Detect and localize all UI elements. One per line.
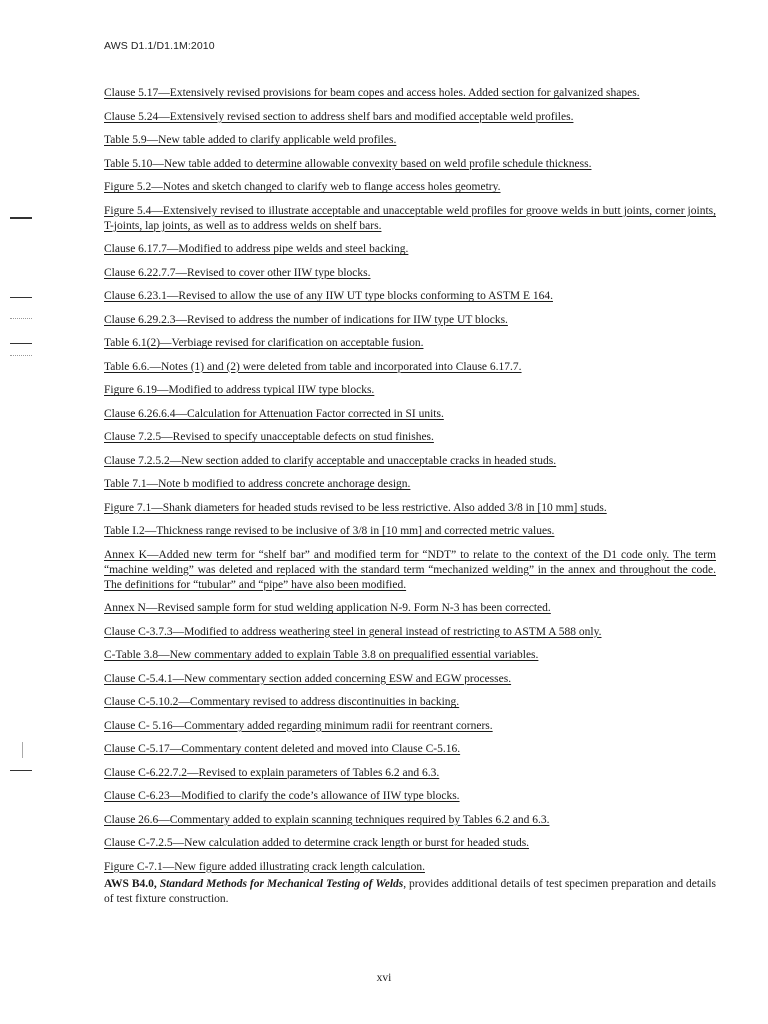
revision-entry: Clause C- 5.16—Commentary added regarding minimum radii for reentrant corners.: [104, 719, 493, 732]
revision-entry: Table 7.1—Note b modified to address concrete anchorage design.: [104, 478, 411, 490]
revision-entry: Clause C-3.7.3—Modified to address weathering steel in general instead of restricting to ASTM A 588 only.: [104, 625, 602, 638]
revision-entry: Figure 7.1—Shank diameters for headed studs revised to be less restrictive. Also added 3/8 in [10 mm] studs.: [104, 501, 607, 514]
reference-designation: AWS B4.0,: [104, 877, 157, 890]
revision-entry: Clause 6.26.6.4—Calculation for Attenuation Factor corrected in SI units.: [104, 407, 444, 420]
change-bar: [10, 297, 32, 298]
revision-entry: Clause 7.2.5.2—New section added to clarify acceptable and unacceptable cracks in headed studs.: [104, 454, 557, 467]
revision-entry: Annex N—Revised sample form for stud welding application N-9. Form N-3 has been corrected.: [104, 602, 551, 614]
revision-entry: Clause C-5.10.2—Commentary revised to address discontinuities in backing.: [104, 696, 460, 708]
revision-entry: C-Table 3.8—New commentary added to explain Table 3.8 on prequalified essential variables.: [104, 649, 539, 661]
revision-entry: Table 5.10—New table added to determine allowable convexity based on weld profile schedule thickness.: [104, 157, 592, 170]
revision-entry: Figure C-7.1—New figure added illustrating crack length calculation.: [104, 860, 425, 873]
margin-tick: [22, 742, 23, 758]
change-bar: [10, 217, 32, 219]
revision-list: [104, 86, 716, 907]
revision-entry: Table 6.1(2)—Verbiage revised for clarification on acceptable fusion.: [104, 337, 424, 349]
revision-entry: Clause 7.2.5—Revised to specify unacceptable defects on stud finishes.: [104, 431, 434, 443]
revision-entry: Figure 5.2—Notes and sketch changed to clarify web to flange access holes geometry.: [104, 181, 501, 193]
revision-entry: Clause 5.24—Extensively revised section to address shelf bars and modified acceptable weld profiles.: [104, 110, 574, 123]
revision-entry: Clause C-6.23—Modified to clarify the code’s allowance of IIW type blocks.: [104, 790, 460, 802]
reference-paragraph: [104, 877, 716, 907]
reference-text: , provides additional details of test specimen preparation and details of test fixture construction.: [104, 877, 717, 905]
page-number: xvi: [376, 972, 392, 984]
change-bar: [10, 770, 32, 771]
revision-entry: Clause 5.17—Extensively revised provisions for beam copes and access holes. Added section for galvanized shapes.: [104, 87, 640, 99]
running-header: AWS D1.1/D1.1M:2010: [104, 40, 215, 52]
revision-entry: Clause C-6.22.7.2—Revised to explain parameters of Tables 6.2 and 6.3.: [104, 766, 440, 779]
revision-entry: Clause C-7.2.5—New calculation added to determine crack length or burst for headed studs.: [104, 837, 530, 849]
revision-entry: Clause 26.6—Commentary added to explain scanning techniques required by Tables 6.2 and 6.3.: [104, 813, 550, 826]
revision-entry: Clause C-5.4.1—New commentary section added concerning ESW and EGW processes.: [104, 672, 512, 685]
revision-entry: Annex K—Added new term for “shelf bar” and modified term for “NDT” to relate to the context of the D1 code only. The term “machine welding” was deleted and replaced with the standard term “mechanized welding” in the annex and throughout the code. The definitions for “tubular” and “pipe” have also been modified.: [104, 548, 716, 591]
change-bar: [10, 355, 32, 356]
revision-entry: Clause 6.22.7.7—Revised to cover other IIW type blocks.: [104, 266, 371, 279]
change-bar: [10, 318, 32, 319]
reference-title: Standard Methods for Mechanical Testing of Welds: [159, 877, 404, 890]
revision-entry: Table 5.9—New table added to clarify applicable weld profiles.: [104, 134, 397, 146]
revision-entry: Clause 6.29.2.3—Revised to address the number of indications for IIW type UT blocks.: [104, 313, 508, 326]
revision-entry: Clause 6.17.7—Modified to address pipe welds and steel backing.: [104, 243, 409, 255]
change-bar: [10, 343, 32, 344]
revision-entry: Table I.2—Thickness range revised to be inclusive of 3/8 in [10 mm] and corrected metric values.: [104, 525, 555, 537]
revision-entry: Clause 6.23.1—Revised to allow the use of any IIW UT type blocks conforming to ASTM E 164.: [104, 290, 553, 302]
revision-entry: Figure 5.4—Extensively revised to illustrate acceptable and unacceptable weld profiles for groove welds in butt joints, corner joints, T-joints, lap joints, as well as to address welds on shelf bars.: [104, 204, 716, 232]
revision-entry: Clause C-5.17—Commentary content deleted and moved into Clause C-5.16.: [104, 743, 461, 755]
revision-entry: Figure 6.19—Modified to address typical IIW type blocks.: [104, 384, 375, 396]
revision-entry: Table 6.6.—Notes (1) and (2) were deleted from table and incorporated into Clause 6.17.7.: [104, 360, 522, 373]
